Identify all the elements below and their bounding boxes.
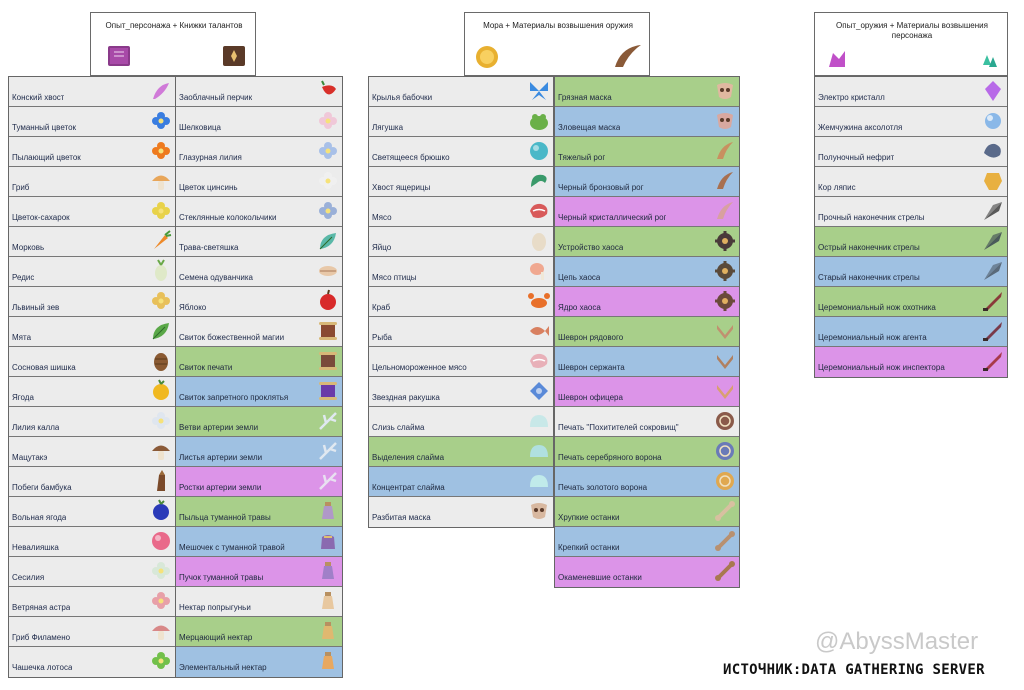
vial-icon (316, 559, 340, 583)
knife-icon (981, 319, 1005, 343)
table-row (176, 377, 342, 407)
item-label: Семена одуванчика (179, 273, 253, 282)
table-row (555, 347, 739, 377)
item-label: Туманный цветок (12, 123, 77, 132)
flower-icon (149, 649, 173, 673)
table-row (9, 407, 175, 437)
table-row (176, 257, 342, 287)
horn-icon (713, 139, 737, 163)
table-row (369, 137, 553, 167)
table-row (176, 437, 342, 467)
table-row (815, 227, 1007, 257)
source-label: ИСТОЧНИК:DATA GATHERING SERVER (723, 662, 985, 678)
flower-icon (149, 559, 173, 583)
table-row (176, 587, 342, 617)
mushroom-icon (149, 619, 173, 643)
item-label: Крепкий останки (558, 543, 620, 552)
item-label: Свиток печати (179, 363, 233, 372)
branch-icon (316, 409, 340, 433)
table-row (9, 647, 175, 677)
table-row (9, 107, 175, 137)
item-label: Тяжелый рог (558, 153, 606, 162)
item-label: Цветок цинсинь (179, 183, 238, 192)
fish-icon (527, 319, 551, 343)
item-label: Разбитая маска (372, 513, 431, 522)
item-label: Редис (12, 273, 35, 282)
item-label: Мешочек с туманной травой (179, 543, 285, 552)
slime-icon (527, 439, 551, 463)
table-row (555, 527, 739, 557)
flower-icon (149, 289, 173, 313)
meat-icon (527, 349, 551, 373)
item-label: Печать серебряного ворона (558, 453, 662, 462)
talent-book-icon (219, 43, 249, 71)
header-weapon-exp-text: Опыт_оружия + Материалы возвышения персонажа (836, 21, 988, 40)
apple-icon (316, 289, 340, 313)
table-row (369, 317, 553, 347)
item-label: Вольная ягода (12, 513, 67, 522)
item-label: Хрупкие останки (558, 513, 620, 522)
item-label: Конский хвост (12, 93, 65, 102)
gear-icon (713, 229, 737, 253)
item-label: Лягушка (372, 123, 404, 132)
item-label: Черный бронзовый рог (558, 183, 644, 192)
pinecone-icon (149, 349, 173, 373)
item-label: Морковь (12, 243, 45, 252)
table-row (555, 497, 739, 527)
item-label: Шелковица (179, 123, 221, 132)
header-weapon-exp (814, 12, 1008, 76)
table-row (555, 557, 739, 587)
gem-icon (975, 45, 1003, 73)
table-row (369, 107, 553, 137)
scroll-icon (316, 319, 340, 343)
berry-icon (149, 499, 173, 523)
table-row (815, 77, 1007, 107)
item-label: Гриб (12, 183, 30, 192)
orb-icon (149, 529, 173, 553)
item-label: Побеги бамбука (12, 483, 72, 492)
butterfly-icon (527, 79, 551, 103)
table-row (369, 287, 553, 317)
item-label: Зловещая маска (558, 123, 621, 132)
table-row (815, 197, 1007, 227)
item-label: Выделения слайма (372, 453, 445, 462)
table-row (815, 137, 1007, 167)
item-label: Мята (12, 333, 32, 342)
arrowhead-icon (981, 199, 1005, 223)
knife-icon (981, 289, 1005, 313)
carrot-icon (149, 229, 173, 253)
crystal-icon (981, 79, 1005, 103)
table-row (369, 467, 553, 497)
seal-icon (713, 469, 737, 493)
header-character-exp-text: Опыт_персонажа + Книжки талантов (105, 21, 243, 30)
table-row (555, 197, 739, 227)
item-label: Мерцающий нектар (179, 633, 253, 642)
table-row (555, 407, 739, 437)
item-label: Ветви артерии земли (179, 423, 259, 432)
item-label: Яйцо (372, 243, 392, 252)
flower-icon (149, 409, 173, 433)
table-row (9, 557, 175, 587)
table-row (176, 167, 342, 197)
leaf-icon (316, 229, 340, 253)
item-label: Шеврон сержанта (558, 363, 625, 372)
gear-icon (713, 289, 737, 313)
table-row (9, 587, 175, 617)
item-label: Шеврон офицера (558, 393, 623, 402)
item-label: Устройство хаоса (558, 243, 624, 252)
table-row (369, 227, 553, 257)
item-label: Прочный наконечник стрелы (818, 213, 925, 222)
table-row (9, 317, 175, 347)
table-row (176, 77, 342, 107)
table-row (176, 197, 342, 227)
item-label: Печать золотого ворона (558, 483, 648, 492)
bone-icon (713, 529, 737, 553)
lapis-icon (981, 169, 1005, 193)
table-row (176, 557, 342, 587)
bone-icon (713, 499, 737, 523)
item-label: Стеклянные колокольчики (179, 213, 277, 222)
table-row (555, 77, 739, 107)
table-row (176, 467, 342, 497)
shell-icon (527, 379, 551, 403)
table-row (815, 287, 1007, 317)
horn-icon (713, 169, 737, 193)
table-row (555, 377, 739, 407)
meat-icon (527, 199, 551, 223)
table-row (555, 137, 739, 167)
vial-icon (316, 619, 340, 643)
item-label: Звездная ракушка (372, 393, 440, 402)
header-mora-weapon-text: Мора + Материалы возвышения оружия (483, 21, 633, 30)
orb-icon (527, 139, 551, 163)
vial-icon (316, 649, 340, 673)
table-row (9, 77, 175, 107)
gear-icon (713, 259, 737, 283)
table-row (176, 137, 342, 167)
item-label: Свиток запретного проклятья (179, 393, 289, 402)
item-label: Ядро хаоса (558, 303, 601, 312)
table-row (815, 107, 1007, 137)
item-label: Электро кристалл (818, 93, 885, 102)
watermark: @AbyssMaster (815, 628, 979, 655)
flower-icon (316, 199, 340, 223)
table-row (176, 527, 342, 557)
item-label: Печать "Похитителей сокровищ" (558, 423, 679, 432)
seed-icon (316, 259, 340, 283)
branch-icon (316, 439, 340, 463)
item-label: Сесилия (12, 573, 45, 582)
table-row (9, 467, 175, 497)
flower-icon (149, 589, 173, 613)
item-label: Старый наконечник стрелы (818, 273, 920, 282)
item-label: Лилия калла (12, 423, 60, 432)
table-row (369, 197, 553, 227)
flower-icon (316, 109, 340, 133)
mystic-ore-icon (823, 45, 851, 73)
table-character-exp-left (8, 76, 176, 678)
jade-icon (981, 139, 1005, 163)
table-row (9, 167, 175, 197)
item-label: Слизь слайма (372, 423, 425, 432)
item-label: Чашечка лотоса (12, 663, 73, 672)
item-label: Гриб Филамено (12, 633, 71, 642)
table-row (369, 167, 553, 197)
tail-icon (527, 169, 551, 193)
table-row (176, 227, 342, 257)
item-label: Львиный зев (12, 303, 60, 312)
table-row (176, 317, 342, 347)
drumstick-icon (527, 259, 551, 283)
table-row (369, 407, 553, 437)
table-weapon-exp (814, 76, 1008, 378)
item-label: Кор ляпис (818, 183, 856, 192)
branch-icon (316, 469, 340, 493)
egg-icon (527, 229, 551, 253)
seal-icon (713, 439, 737, 463)
item-label: Крылья бабочки (372, 93, 433, 102)
item-label: Хвост ящерицы (372, 183, 431, 192)
header-mora-weapon (464, 12, 650, 76)
chevron-icon (713, 319, 737, 343)
table-row (176, 407, 342, 437)
sprout-icon (149, 469, 173, 493)
table-row (815, 257, 1007, 287)
table-row (369, 437, 553, 467)
item-label: Ветряная астра (12, 603, 71, 612)
chevron-icon (713, 349, 737, 373)
item-label: Концентрат слайма (372, 483, 445, 492)
table-row (369, 347, 553, 377)
scroll-icon (316, 379, 340, 403)
table-row (9, 437, 175, 467)
item-label: Ягода (12, 393, 34, 402)
item-label: Мясо (372, 213, 392, 222)
table-mora-left (368, 76, 554, 528)
table-row (369, 497, 553, 527)
item-label: Пылающий цветок (12, 153, 81, 162)
scroll-icon (316, 349, 340, 373)
item-label: Цепь хаоса (558, 273, 601, 282)
mask-icon (527, 499, 551, 523)
item-label: Окаменевшие останки (558, 573, 642, 582)
table-row (555, 227, 739, 257)
table-row (176, 347, 342, 377)
table-row (555, 287, 739, 317)
table-row (9, 227, 175, 257)
item-label: Церемониальный нож охотника (818, 303, 936, 312)
leaf-icon (149, 319, 173, 343)
item-label: Черный кристаллический рог (558, 213, 667, 222)
item-label: Сосновая шишка (12, 363, 76, 372)
table-row (555, 167, 739, 197)
table-row (176, 287, 342, 317)
item-label: Полуночный нефрит (818, 153, 895, 162)
item-label: Грязная маска (558, 93, 612, 102)
item-label: Невалияшка (12, 543, 59, 552)
seal-icon (713, 409, 737, 433)
item-label: Элементальный нектар (179, 663, 267, 672)
horn-icon (611, 41, 645, 71)
table-row (555, 467, 739, 497)
pearl-icon (981, 109, 1005, 133)
flower-icon (149, 139, 173, 163)
table-row (555, 257, 739, 287)
item-label: Трава-светяшка (179, 243, 239, 252)
item-label: Пыльца туманной травы (179, 513, 271, 522)
table-row (9, 347, 175, 377)
mora-coin-icon (473, 43, 501, 71)
item-label: Церемониальный нож агента (818, 333, 927, 342)
vial-icon (316, 499, 340, 523)
item-label: Краб (372, 303, 391, 312)
table-row (369, 257, 553, 287)
knife-icon (981, 349, 1005, 373)
table-row (9, 527, 175, 557)
item-label: Мясо птицы (372, 273, 417, 282)
item-label: Острый наконечник стрелы (818, 243, 920, 252)
mushroom-icon (149, 169, 173, 193)
mask-icon (713, 79, 737, 103)
mask-icon (713, 109, 737, 133)
item-label: Светящееся брюшко (372, 153, 450, 162)
slime-icon (527, 409, 551, 433)
flower-icon (149, 109, 173, 133)
item-label: Яблоко (179, 303, 207, 312)
table-row (555, 437, 739, 467)
bone-icon (713, 559, 737, 583)
table-row (815, 317, 1007, 347)
slime-icon (527, 469, 551, 493)
table-row (9, 497, 175, 527)
berry-icon (149, 379, 173, 403)
frog-icon (527, 109, 551, 133)
crab-icon (527, 289, 551, 313)
flower-icon (316, 169, 340, 193)
item-label: Рыба (372, 333, 392, 342)
vial-icon (316, 589, 340, 613)
table-character-exp-right (175, 76, 343, 678)
table-row (9, 257, 175, 287)
item-label: Мацутакэ (12, 453, 48, 462)
item-label: Нектар попрыгуньи (179, 603, 251, 612)
item-label: Свиток божественной магии (179, 333, 285, 342)
table-row (369, 377, 553, 407)
table-row (176, 617, 342, 647)
feather-icon (149, 79, 173, 103)
pepper-icon (316, 79, 340, 103)
table-row (176, 107, 342, 137)
item-label: Цветок-сахарок (12, 213, 70, 222)
item-label: Листья артерии земли (179, 453, 263, 462)
table-row (555, 107, 739, 137)
flower-icon (316, 139, 340, 163)
exp-book-icon (105, 43, 135, 71)
item-label: Заоблачный перчик (179, 93, 253, 102)
arrowhead-icon (981, 229, 1005, 253)
table-row (9, 617, 175, 647)
radish-icon (149, 259, 173, 283)
arrowhead-icon (981, 259, 1005, 283)
mushroom-icon (149, 439, 173, 463)
table-row (555, 317, 739, 347)
table-row (176, 497, 342, 527)
item-label: Шеврон рядового (558, 333, 624, 342)
table-row (9, 197, 175, 227)
item-label: Пучок туманной травы (179, 573, 264, 582)
item-label: Церемониальный нож инспектора (818, 363, 945, 372)
table-row (9, 287, 175, 317)
table-row (9, 377, 175, 407)
table-row (369, 77, 553, 107)
table-mora-right (554, 76, 740, 588)
pouch-icon (316, 529, 340, 553)
item-label: Жемчужина аксолотля (818, 123, 903, 132)
chevron-icon (713, 379, 737, 403)
item-label: Цельномороженное мясо (372, 363, 467, 372)
item-label: Ростки артерии земли (179, 483, 262, 492)
table-row (9, 137, 175, 167)
table-row (815, 347, 1007, 377)
table-row (176, 647, 342, 677)
horn-icon (713, 199, 737, 223)
header-character-exp (90, 12, 256, 76)
flower-icon (149, 199, 173, 223)
item-label: Глазурная лилия (179, 153, 242, 162)
table-row (815, 167, 1007, 197)
